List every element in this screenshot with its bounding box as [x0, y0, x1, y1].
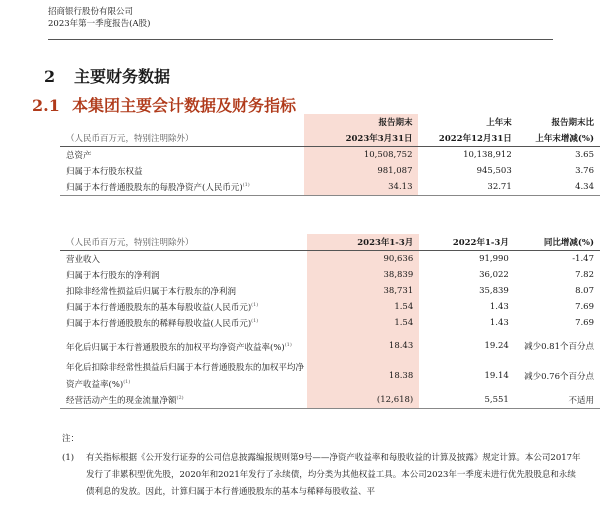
section-heading	[44, 64, 170, 87]
cell-value: 91,990	[479, 254, 509, 264]
footnote-ref: (1)	[284, 341, 292, 348]
balance-table	[60, 114, 600, 196]
col-header: 2023年3月31日	[304, 130, 418, 147]
cell-value: 1.54	[307, 315, 419, 331]
row-label: 营业收入	[66, 255, 101, 265]
header-rule	[48, 39, 553, 40]
cell-value: 945,503	[476, 166, 512, 176]
table-row	[60, 251, 600, 268]
subsection-number: 2.1	[32, 96, 60, 115]
section-number: 2	[44, 67, 56, 86]
row-label: 归属于本行普通股股东的基本每股收益(人民币元)	[66, 303, 252, 313]
cell-value: 7.69	[575, 302, 594, 312]
table-row	[60, 163, 600, 179]
cell-value: 8.07	[575, 286, 594, 296]
footnote-ref: (1)	[242, 182, 250, 189]
cell-value: (12,618)	[307, 392, 419, 409]
cell-value: 5,551	[419, 392, 515, 409]
cell-value: 90,636	[307, 251, 419, 268]
col-header: 2023年1-3月	[307, 234, 419, 251]
subsection-heading	[32, 93, 296, 116]
cell-value: 不适用	[515, 392, 600, 409]
table-row	[60, 299, 600, 315]
table-row	[60, 361, 600, 392]
col-header: 报告期末	[304, 114, 418, 130]
cell-value: 34.13	[304, 179, 418, 196]
col-header: 2022年1-3月	[419, 234, 515, 251]
notes-label: 注：	[62, 434, 80, 444]
table-unit-row	[60, 130, 600, 147]
row-label: 总资产	[66, 151, 92, 161]
cell-value: 36,022	[479, 270, 509, 280]
header-report: 2023年第一季度报告(A股)	[48, 19, 151, 29]
table-row	[60, 331, 600, 361]
row-label: 归属于本行普通股股东的稀释每股收益(人民币元)	[66, 319, 252, 329]
footnote-ref: (1)	[123, 379, 131, 385]
cell-value: 3.76	[575, 166, 594, 176]
table-row	[60, 147, 600, 164]
row-label: 归属于本行股东权益	[66, 167, 143, 177]
col-header: 2022年12月31日	[418, 130, 517, 147]
cell-value: 18.43	[307, 331, 419, 361]
cell-value: 32.71	[418, 179, 517, 196]
cell-value: -1.47	[572, 254, 594, 264]
cell-value: 4.34	[518, 179, 600, 196]
footnote-number: (1)	[62, 453, 75, 463]
table-row	[60, 392, 600, 409]
table-unit-row	[60, 234, 600, 251]
header-company: 招商银行股份有限公司	[48, 7, 134, 17]
footnote-ref: (1)	[251, 302, 259, 309]
table-header-row	[60, 114, 600, 130]
cell-value: 10,508,752	[304, 147, 418, 164]
cell-value: 10,138,912	[463, 150, 512, 160]
cell-value: 38,839	[307, 267, 419, 283]
unit-label: （人民币百万元，特别注明除外）	[60, 130, 304, 147]
col-header: 上年末	[486, 118, 512, 128]
row-label: 扣除非经常性损益后归属于本行股东的净利润	[66, 287, 237, 297]
col-header: 上年末增减(%)	[518, 130, 600, 147]
cell-value: 35,839	[479, 286, 509, 296]
row-label: 年化后扣除非经常性损益后归属于本行普通股股东的加权平均净资产收益率(%)	[66, 363, 305, 390]
row-label: 经营活动产生的现金流量净额	[66, 395, 177, 406]
table-row	[60, 267, 600, 283]
table-row	[60, 179, 600, 196]
cell-value: 19.14	[484, 371, 509, 382]
cell-value: 1.54	[307, 299, 419, 315]
cell-value: 3.65	[575, 150, 594, 160]
footnote-text: 有关指标根据《公开发行证券的公司信息披露编报规则第9号——净资产收益率和每股收益的计算及披露》规定计算。本公司2017年发行了非累积型优先股，2020年和2021年发行了永续债，均分类为其他权益工具。本公司2023年一季度未进行优先股股息和永续债利息的发放。因此，计算归属于本行普通股股东的基本与稀释每股收益、平	[86, 453, 581, 497]
cell-value: 减少0.81个百分点	[524, 342, 594, 352]
cell-value: 38,731	[307, 283, 419, 299]
row-label: 归属于本行普通股股东的每股净资产(人民币元)	[66, 183, 243, 193]
page-header	[48, 6, 150, 30]
col-header: 同比增减(%)	[515, 234, 600, 251]
footnote-ref: (1)	[251, 318, 259, 325]
income-table	[60, 234, 600, 409]
unit-label: （人民币百万元，特别注明除外）	[60, 234, 307, 251]
cell-value: 19.24	[484, 341, 509, 351]
table-row	[60, 315, 600, 331]
cell-value: 减少0.76个百分点	[524, 372, 594, 383]
table-row	[60, 283, 600, 299]
cell-value: 7.82	[575, 270, 594, 280]
cell-value: 7.69	[575, 318, 594, 328]
cell-value: 18.38	[307, 361, 419, 392]
section-title: 主要财务数据	[74, 67, 171, 86]
cell-value: 981,087	[304, 163, 418, 179]
cell-value: 1.43	[489, 318, 509, 328]
footnote-ref: (2)	[176, 395, 184, 401]
row-label: 年化后归属于本行普通股股东的加权平均净资产收益率(%)	[66, 342, 285, 353]
subsection-title: 本集团主要会计数据及财务指标	[72, 96, 297, 115]
cell-value: 1.43	[489, 302, 509, 312]
footnote	[62, 450, 582, 501]
row-label: 归属于本行股东的净利润	[66, 271, 160, 281]
col-header: 报告期末比	[551, 118, 594, 128]
